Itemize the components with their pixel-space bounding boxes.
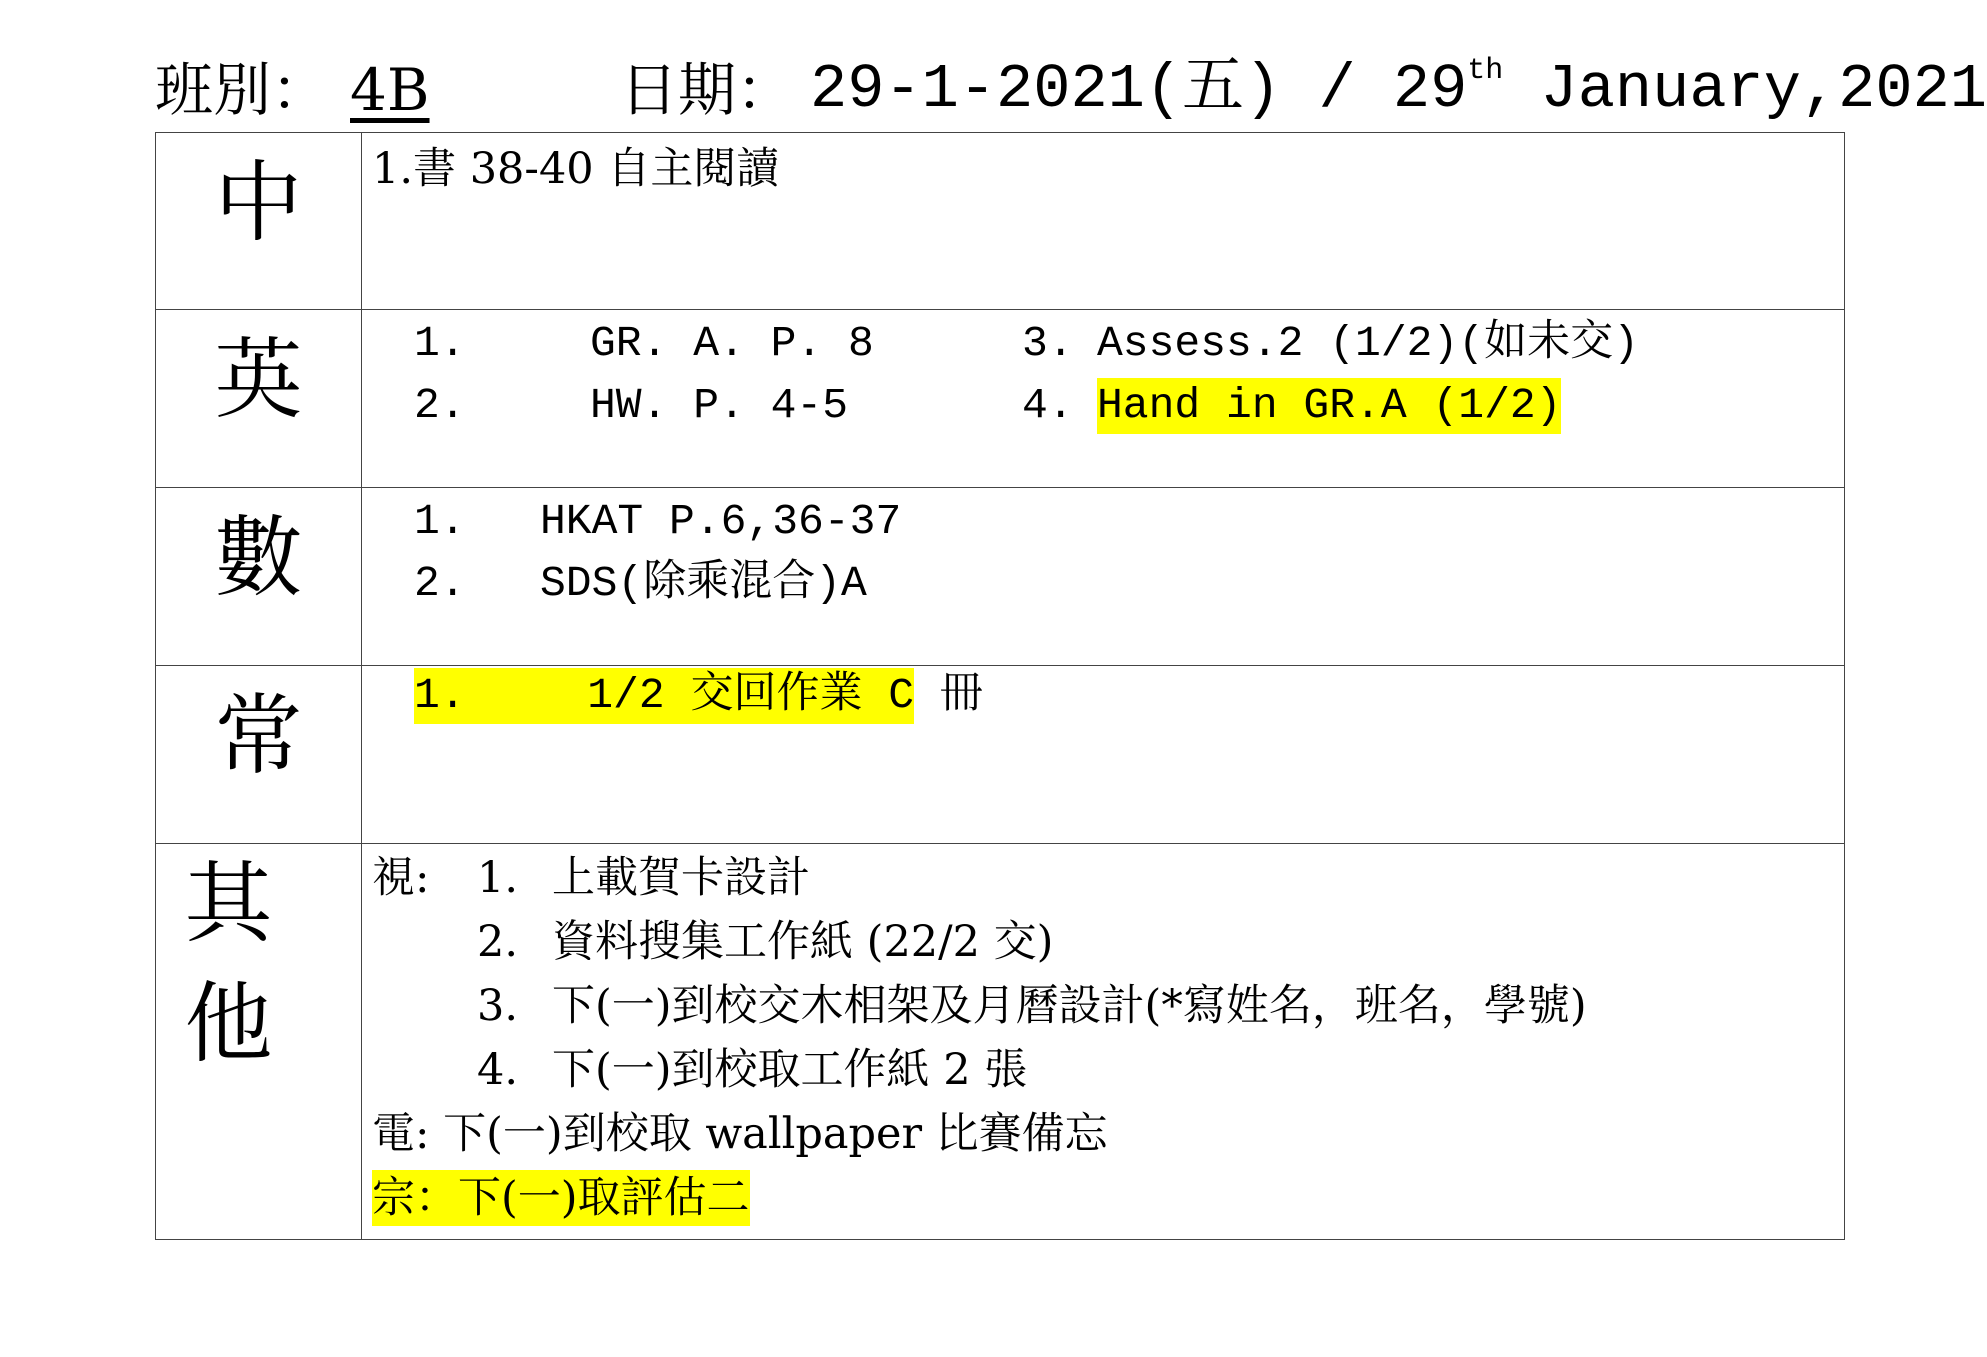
math-item-2-text: SDS(除乘混合)A: [540, 559, 867, 608]
english-item-4-text-highlighted: Hand in GR.A (1/2): [1097, 378, 1561, 434]
visual-item-1-text: 上載賀卡設計: [552, 853, 810, 903]
visual-item-2-text: 資料搜集工作紙 (22/2 交): [552, 917, 1054, 967]
visual-arts-prefix: 視:: [372, 853, 430, 903]
computer-line: 電: 下(一)到校取 wallpaper 比賽備忘: [372, 1109, 1108, 1159]
content-general-studies: [362, 666, 1845, 844]
date-label: 日期：: [620, 56, 795, 124]
row-chinese: [156, 133, 1845, 310]
content-math: [362, 488, 1845, 666]
visual-item-1-num: 1.: [477, 853, 519, 903]
visual-item-3-num: 3.: [477, 981, 519, 1031]
content-chinese: [362, 133, 1845, 310]
subject-others-top: 其: [184, 852, 273, 955]
general-item-1-highlighted: [414, 668, 983, 724]
general-item-1-text: 1/2 交回作業 C 冊: [587, 671, 983, 720]
subject-others-bottom: 他: [184, 972, 273, 1075]
date-english-tail: January,2021: [1503, 54, 1987, 125]
subject-math: 數: [156, 488, 362, 666]
page-header: [155, 50, 1987, 130]
class-value: 4B: [350, 56, 430, 124]
math-item-1-num: 1.: [414, 497, 466, 546]
english-item-2-text: HW. P. 4-5: [590, 381, 849, 430]
visual-item-4-text: 下(一)到校取工作紙 2 張: [552, 1045, 1028, 1095]
subject-others-stack: [184, 844, 272, 1084]
general-item-1-num: 1.: [414, 671, 466, 720]
english-item-1-text: GR. A. P. 8: [590, 319, 874, 368]
row-english: [156, 310, 1845, 488]
class-label: 班別：: [155, 56, 330, 124]
math-item-1-text: HKAT P.6,36-37: [540, 497, 902, 546]
english-item-3-num: 3.: [1022, 319, 1074, 368]
visual-item-3-text: 下(一)到校交木相架及月曆設計(*寫姓名，班名，學號): [552, 981, 1587, 1031]
subject-general-studies: 常: [156, 666, 362, 844]
subject-chinese: 中: [156, 133, 362, 310]
content-english: [362, 310, 1845, 488]
row-math: [156, 488, 1845, 666]
date-main: 29-1-2021(五) / 29: [810, 54, 1468, 125]
religion-line-highlighted: 宗：下(一)取評估二: [372, 1170, 750, 1226]
row-others: [156, 844, 1845, 1240]
content-others: [362, 844, 1845, 1240]
visual-item-4-num: 4.: [477, 1045, 519, 1095]
subject-others: [156, 844, 362, 1240]
date-value: [810, 50, 1987, 130]
chinese-line-1: 1.書 38-40 自主閱讀: [372, 144, 780, 194]
date-ordinal-suffix: th: [1467, 54, 1504, 88]
english-item-2-num: 2.: [414, 381, 466, 430]
subject-english: 英: [156, 310, 362, 488]
english-item-3-text: Assess.2 (1/2)(如未交): [1097, 319, 1639, 368]
english-item-1-num: 1.: [414, 319, 466, 368]
english-item-4-num: 4.: [1022, 381, 1074, 430]
homework-table: [155, 132, 1845, 1240]
visual-item-2-num: 2.: [477, 917, 519, 967]
math-item-2-num: 2.: [414, 559, 466, 608]
row-general-studies: [156, 666, 1845, 844]
